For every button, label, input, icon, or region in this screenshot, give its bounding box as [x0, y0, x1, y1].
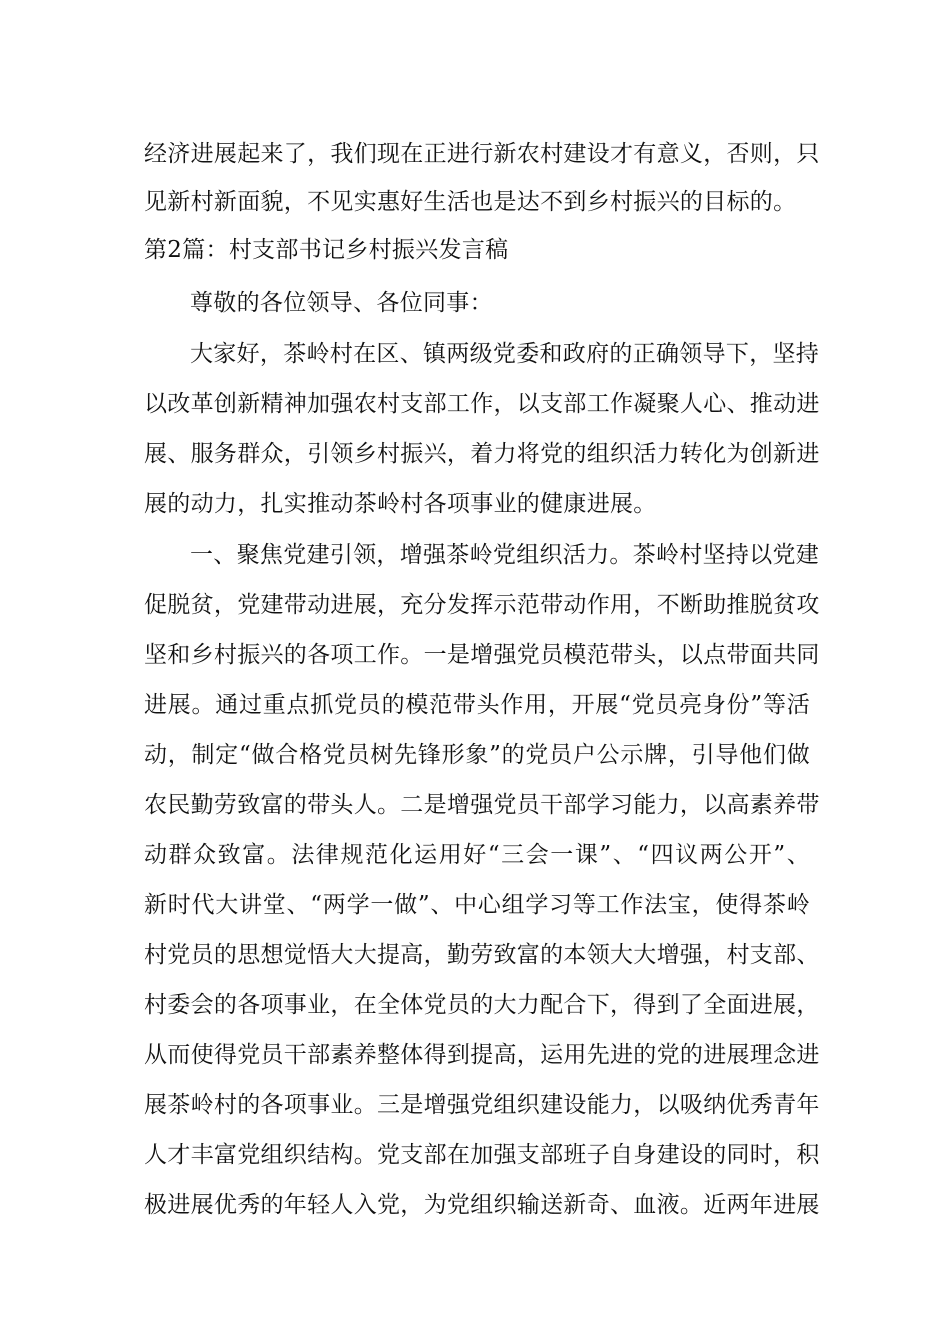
paragraph1-line-4: 展的动力，扎实推动茶岭村各项事业的健康进展。 [144, 491, 657, 517]
paragraph2-line-14: 极进展优秀的年轻人入党，为党组织输送新奇、血液。近两年进展 [144, 1192, 820, 1218]
paragraph2-line-10: 村委会的各项事业，在全体党员的大力配合下，得到了全面进展， [144, 992, 820, 1018]
paragraph2-line-8: 新时代大讲堂、“两学一做”、中心组学习等工作法宝，使得茶岭 [144, 892, 810, 918]
paragraph2-line-9: 村党员的思想觉悟大大提高，勤劳致富的本领大大增强，村支部、 [144, 942, 820, 968]
paragraph2-line-6: 农民勤劳致富的带头人。二是增强党员干部学习能力，以高素养带 [144, 792, 820, 818]
section-heading: 第2篇：村支部书记乡村振兴发言稿 [144, 237, 509, 263]
paragraph2-line-4: 进展。通过重点抓党员的模范带头作用，开展“党员亮身份”等活 [144, 692, 810, 718]
paragraph1-line-1: 大家好，茶岭村在区、镇两级党委和政府的正确领导下，坚持 [190, 341, 820, 367]
paragraph2-line-13: 人才丰富党组织结构。党支部在加强支部班子自身建设的同时，积 [144, 1142, 820, 1168]
intro-line-1: 经济进展起来了，我们现在正进行新农村建设才有意义，否则，只 [144, 141, 820, 167]
paragraph2-line-1: 一、聚焦党建引领，增强茶岭党组织活力。茶岭村坚持以党建 [190, 542, 820, 568]
intro-line-2: 见新村新面貌，不见实惠好生活也是达不到乡村振兴的目标的。 [144, 189, 797, 215]
paragraph1-line-3: 展、服务群众，引领乡村振兴，着力将党的组织活力转化为创新进 [144, 441, 820, 467]
paragraph2-line-3: 坚和乡村振兴的各项工作。一是增强党员模范带头，以点带面共同 [144, 642, 820, 668]
paragraph1-line-2: 以改革创新精神加强农村支部工作，以支部工作凝聚人心、推动进 [144, 391, 820, 417]
paragraph2-line-2: 促脱贫，党建带动进展，充分发挥示范带动作用，不断助推脱贫攻 [144, 592, 820, 618]
paragraph2-line-11: 从而使得党员干部素养整体得到提高，运用先进的党的进展理念进 [144, 1042, 820, 1068]
paragraph2-line-7: 动群众致富。法律规范化运用好“三会一课”、“四议两公开”、 [144, 842, 810, 868]
paragraph2-line-5: 动，制定“做合格党员树先锋形象”的党员户公示牌，引导他们做 [144, 742, 810, 768]
salutation: 尊敬的各位领导、各位同事： [190, 290, 493, 316]
paragraph2-line-12: 展茶岭村的各项事业。三是增强党组织建设能力，以吸纳优秀青年 [144, 1092, 820, 1118]
